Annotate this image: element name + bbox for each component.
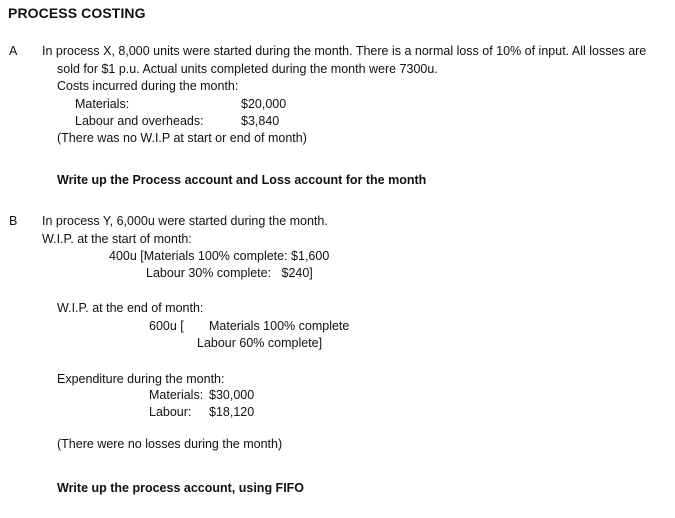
wip-end-heading: W.I.P. at the end of month: [57,301,204,315]
wip-start-line1: 400u [Materials 100% complete: $1,600 [109,249,330,263]
section-b-task: Write up the process account, using FIFO [57,481,305,495]
wip-start-heading: W.I.P. at the start of month: [42,232,192,246]
section-b-marker: B [9,214,18,228]
section-a-intro-line1: In process X, 8,000 units were started during the month. There is a normal loss of 10% of input. All losses are [42,44,647,58]
section-a-marker: A [9,44,18,58]
cost-label-materials: Materials: [75,97,130,111]
section-b-intro: In process Y, 6,000u were started during the month. [42,214,328,228]
cost-value-labour-overheads: $3,840 [241,114,280,128]
expenditure-value-materials: $30,000 [209,388,255,402]
section-a-intro-line2: sold for $1 p.u. Actual units completed during the month were 7300u. [57,62,438,76]
cost-label-labour-overheads: Labour and overheads: [75,114,204,128]
section-a-costs-heading: Costs incurred during the month: [57,79,239,93]
expenditure-label-materials: Materials: [149,388,204,402]
wip-end-line2: Labour 60% complete] [197,336,323,350]
expenditure-heading: Expenditure during the month: [57,372,225,386]
section-b-note: (There were no losses during the month) [57,437,283,451]
expenditure-value-labour: $18,120 [209,405,255,419]
section-a-task: Write up the Process account and Loss account for the month [57,173,427,187]
expenditure-label-labour: Labour: [149,405,192,419]
cost-value-materials: $20,000 [241,97,287,111]
section-a-note: (There was no W.I.P at start or end of month) [57,131,307,145]
wip-end-qty: 600u [ [149,319,184,333]
wip-end-line1: Materials 100% complete [209,319,350,333]
page-title: PROCESS COSTING [8,5,146,21]
wip-start-line2: Labour 30% complete: $240] [146,266,313,280]
